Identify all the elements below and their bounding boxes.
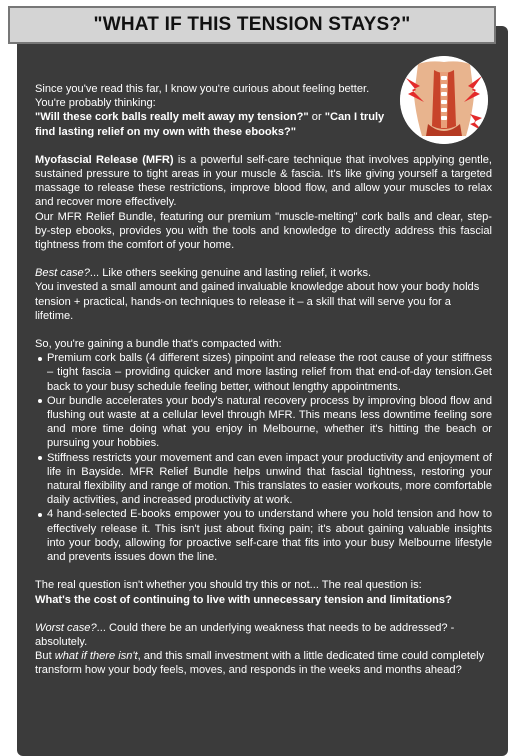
- page-title: "WHAT IF THIS TENSION STAYS?": [93, 14, 411, 35]
- list-item: Premium cork balls (4 different sizes) pinpoint and release the root cause of your stiffness – tight fascia – providing quicker and more lasting relief from that end-of-day tension.Get back to your busy schedule feeling better, without lengthy appointments.: [35, 351, 492, 394]
- list-item: Our bundle accelerates your body's natural recovery process by improving blood flow and flushing out waste at a cellular level through MFR. This means less downtime feeling sore and more time doing what you enjoy in Melbourne, whether it's hitting the beach or pursuing your hobbies.: [35, 394, 492, 451]
- mfr-paragraph: Myofascial Release (MFR) is a powerful self-care technique that involves applying gentle, sustained pressure to tight areas in your muscle & fascia. It's like giving yourself a targeted massage to release these restrictions, improve blood flow, and allow your muscles to relax and recover more effectively.: [35, 153, 492, 209]
- mfr-term: Myofascial Release (MFR): [35, 153, 174, 166]
- question-ebooks: "Can I truly find lasting relief on my own with these ebooks?": [35, 111, 385, 138]
- intro-line-2: You're probably thinking:: [35, 97, 156, 110]
- worst-case-label: Worst case?: [35, 621, 97, 634]
- worst-case-but: But what if there isn't, and this small investment with a little dedicated time could completely transform how your body feels, moves, and responds in the weeks and months ahead?: [35, 650, 485, 677]
- worst-case-line: Worst case?... Could there be an underlying weakness that needs to be addressed? - absolutely.: [35, 621, 455, 648]
- question-cork-balls: "Will these cork balls really melt away my tension?": [35, 111, 309, 124]
- best-case-label: Best case?: [35, 267, 90, 280]
- list-item: Stiffness restricts your movement and can even impact your productivity and enjoyment of life in Bayside. MFR Relief Bundle helps unwind that fascial tightness, restoring your natural flexibility and range of motion. This translates to easier workouts, more comfortable daily activities, and increased productivity at work.: [35, 451, 492, 508]
- bundle-paragraph: Our MFR Relief Bundle, featuring our premium "muscle-melting" cork balls and clear, step-by-step ebooks, provides you with the tools and knowledge to directly address this fascial tightness from the comfort of your home.: [35, 210, 492, 252]
- real-question-bold: What's the cost of continuing to live with unnecessary tension and limitations?: [35, 593, 452, 606]
- main-content: [35, 82, 492, 678]
- best-case-line: Best case?... Like others seeking genuine and lasting relief, it works.: [35, 267, 372, 280]
- best-case-body: You invested a small amount and gained invaluable knowledge about how your body holds tension + practical, hands-on techniques to release it – a skill that will serve you for a lifetime.: [35, 281, 480, 322]
- intro-line-1: Since you've read this far, I know you're curious about feeling better.: [35, 83, 370, 95]
- title-banner: [8, 6, 496, 44]
- bundle-list: [35, 351, 492, 564]
- intro-questions: "Will these cork balls really melt away my tension?" or "Can I truly find lasting relief on my own with these ebooks?": [35, 111, 385, 138]
- list-item: 4 hand-selected E-books empower you to understand where you hold tension and how to effectively release it. This isn't just about fixing pain; it's about gaining valuable insights into your body, allowing for proactive self-care that fits into your busy Melbourne lifestyle and prevents issues down the line.: [35, 507, 492, 564]
- real-question-line: The real question isn't whether you should try this or not... The real question is:: [35, 579, 422, 592]
- bundle-intro: So, you're gaining a bundle that's compacted with:: [35, 338, 282, 351]
